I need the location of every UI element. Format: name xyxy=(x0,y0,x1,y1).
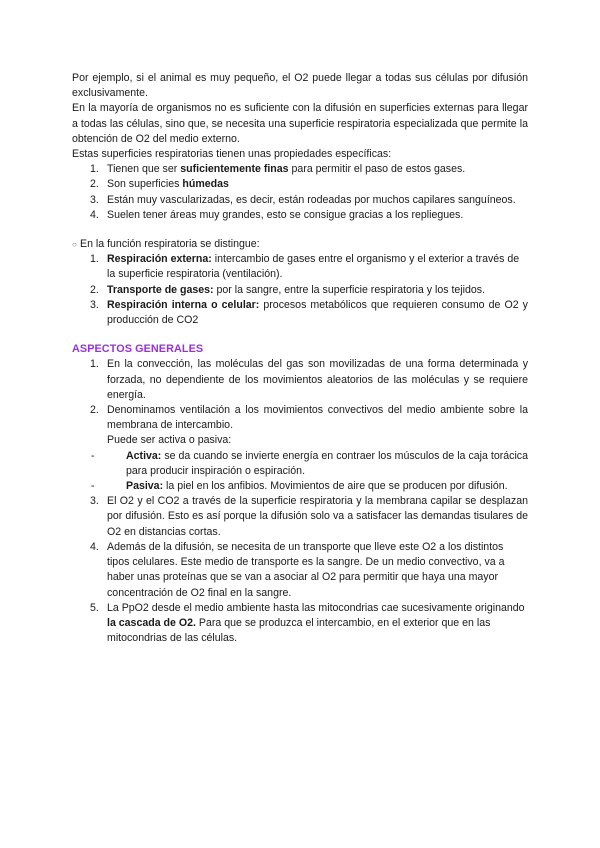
respiratory-item: 1. Respiración externa: intercambio de gases entre el organismo y el exterior a través de la superficie respiratoria (ventilación). xyxy=(90,253,520,281)
dash-item: - Pasiva: la piel en los anfibios. Movimientos de aire que se producen por difusión. xyxy=(72,479,528,494)
item-number: 2. xyxy=(90,283,99,296)
item-number: 1. xyxy=(90,358,99,371)
aspectos-item: 2. Denominamos ventilación a los movimientos convectivos del medio ambiente sobre la membrana de intercambio. Puede ser activa o pasiva: xyxy=(72,403,528,449)
bold-term: húmedas xyxy=(182,178,229,191)
aspectos-list-continued xyxy=(72,494,528,646)
aspectos-item: 1. En la convección, las moléculas del gas son movilizadas de una forma determinada y forzada, no dependiente de los movimientos aleatorios de las moléculas y se requiere energía. xyxy=(90,358,528,401)
circle-bullet-icon: ○ xyxy=(72,240,77,250)
item-number: 5. xyxy=(90,601,99,614)
bold-term: Activa: xyxy=(126,449,162,462)
intro-paragraph-3: Estas superficies respiratorias tienen unas propiedades específicas: xyxy=(72,148,392,161)
bold-term: Respiración externa: xyxy=(107,253,212,266)
respiratory-intro: ○ En la función respiratoria se distingue: xyxy=(72,237,528,252)
dash-bullet: - xyxy=(91,480,95,493)
respiratory-list xyxy=(72,252,528,328)
dash-item: - Activa: se da cuando se invierte energía en contraer los músculos de la caja torácica para producir inspiración o espiración. xyxy=(91,449,528,477)
respiratory-item: 2. Transporte de gases: por la sangre, entre la superficie respiratoria y los tejidos. xyxy=(72,283,528,298)
item-number: 2. xyxy=(90,404,99,417)
aspectos-item: 4. Además de la difusión, se necesita de un transporte que lleve este O2 a los distintos tipos celulares. Este medio de transporte es la sangre. De un medio convectivo, va a haber unas proteínas que se van a asociar al O2 para permitir que haya una mayor concentración de O2 final en la sangre. xyxy=(90,540,505,599)
respiratory-item: 3. Respiración interna o celular: procesos metabólicos que requieren consumo de O2 y producción de CO2 xyxy=(90,298,528,327)
item-number: 3. xyxy=(90,193,99,206)
item-number: 3. xyxy=(90,495,99,508)
item-number: 4. xyxy=(90,208,99,221)
item-number: 1. xyxy=(90,253,99,266)
dash-bullet: - xyxy=(91,449,95,462)
bold-term: Transporte de gases: xyxy=(107,283,214,296)
bold-term: la cascada de O2. xyxy=(107,616,196,629)
properties-list xyxy=(72,162,528,223)
property-item: 4. Suelen tener áreas muy grandes, esto se consigue gracias a los repliegues. xyxy=(72,208,528,223)
item-number: 2. xyxy=(90,178,99,191)
item-number: 3. xyxy=(90,298,99,311)
intro-paragraph-1: Por ejemplo, si el animal es muy pequeño, el O2 puede llegar a todas sus células por difusión exclusivamente. xyxy=(72,72,528,100)
aspectos-item: 5. La PpO2 desde el medio ambiente hasta las mitocondrias cae sucesivamente originando la cascada de O2. Para que se produzca el intercambio, en el exterior que en las mitocondrias de las células. xyxy=(90,601,525,645)
aspectos-item: 3. El O2 y el CO2 a través de la superficie respiratoria y la membrana capilar se desplazan por difusión. Esto es así porque la difusión solo va a satisfacer las demandas tisulares de O2 en distancias cortas. xyxy=(90,495,528,538)
aspectos-list xyxy=(72,357,528,448)
section-heading: ASPECTOS GENERALES xyxy=(72,343,204,356)
item-number: 4. xyxy=(90,540,99,553)
bold-term: suficientemente finas xyxy=(180,163,289,176)
bold-term: Respiración interna o celular: xyxy=(107,298,260,311)
bold-term: Pasiva: xyxy=(126,480,164,493)
ventilation-types-list xyxy=(72,449,528,495)
item-number: 1. xyxy=(90,163,99,176)
property-item: 1. Tienen que ser suficientemente finas para permitir el paso de estos gases. xyxy=(72,162,528,177)
intro-paragraph-2: En la mayoría de organismos no es suficiente con la difusión en superficies externas para llegar a todas las células, sino que, se necesita una superficie respiratoria especializada que permite la obtención de O2 del medio externo. xyxy=(72,102,528,145)
property-item: 3. Están muy vascularizadas, es decir, están rodeadas por muchos capilares sanguíneos. xyxy=(72,193,528,208)
document-body xyxy=(72,71,528,646)
sub-paragraph: Puede ser activa o pasiva: xyxy=(107,434,232,447)
property-item: 2. Son superficies húmedas xyxy=(72,177,528,192)
